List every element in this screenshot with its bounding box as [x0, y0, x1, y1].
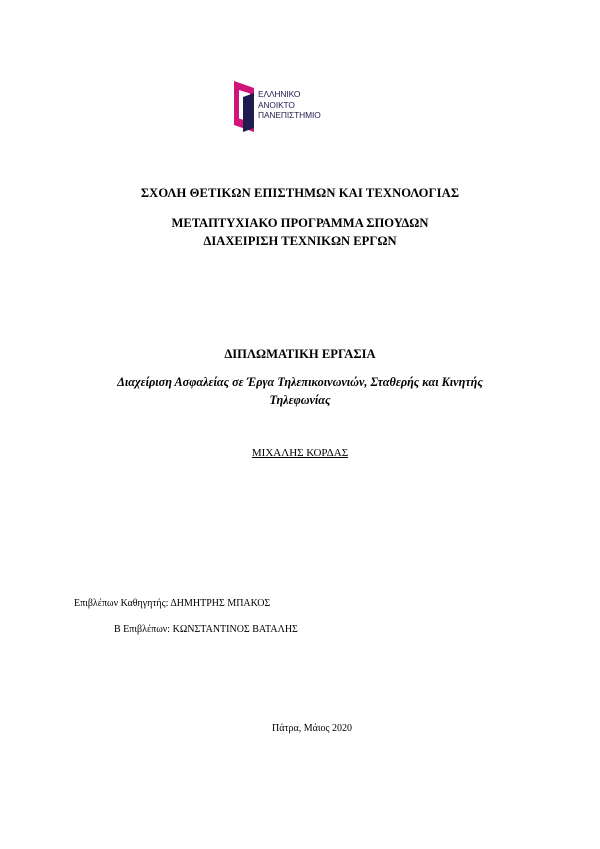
school-name: ΣΧΟΛΗ ΘΕΤΙΚΩΝ ΕΠΙΣΤΗΜΩΝ ΚΑΙ ΤΕΧΝΟΛΟΓΙΑΣ: [140, 186, 460, 200]
thesis-title-line-1: Διαχείριση Ασφαλείας σε Έργα Τηλεπικοινωνιών, Σταθερής και Κινητής: [117, 375, 483, 389]
supervisor-name: ΔΗΜΗΤΡΗΣ ΜΠΑΚΟΣ: [170, 598, 271, 609]
second-supervisor-label: Β Επιβλέπων:: [114, 624, 171, 635]
university-logo: [232, 78, 372, 134]
supervisor-line: [74, 598, 270, 609]
second-supervisor-name: ΚΩΝΣΤΑΝΤΙΝΟΣ ΒΑΤΑΛΗΣ: [172, 624, 298, 635]
supervisor-label: Επιβλέπων Καθηγητής:: [74, 598, 169, 609]
thesis-type: ΔΙΠΛΩΜΑΤΙΚΗ ΕΡΓΑΣΙΑ: [224, 347, 376, 361]
second-supervisor-line: [114, 624, 298, 635]
thesis-title-line-2: Τηλεφωνίας: [269, 393, 331, 407]
logo-line-2: ΑΝΟΙΚΤΟ: [258, 99, 295, 110]
author-name: ΜΙΧΑΛΗΣ ΚΟΡΔΑΣ: [251, 447, 349, 459]
program-name: ΜΕΤΑΠΤΥΧΙΑΚΟ ΠΡΟΓΡΑΜΜΑ ΣΠΟΥΔΩΝ: [171, 216, 429, 230]
logo-line-1: ΕΛΛΗΝΙΚΟ: [258, 89, 301, 99]
program-track: ΔΙΑΧΕΙΡΙΣΗ ΤΕΧΝΙΚΩΝ ΕΡΓΩΝ: [203, 234, 397, 248]
logo-line-3: ΠΑΝΕΠΙΣΤΗΜΙΟ: [258, 110, 321, 121]
place-date: Πάτρα, Μάιος 2020: [272, 723, 352, 734]
logo-wordmark: [258, 89, 321, 121]
